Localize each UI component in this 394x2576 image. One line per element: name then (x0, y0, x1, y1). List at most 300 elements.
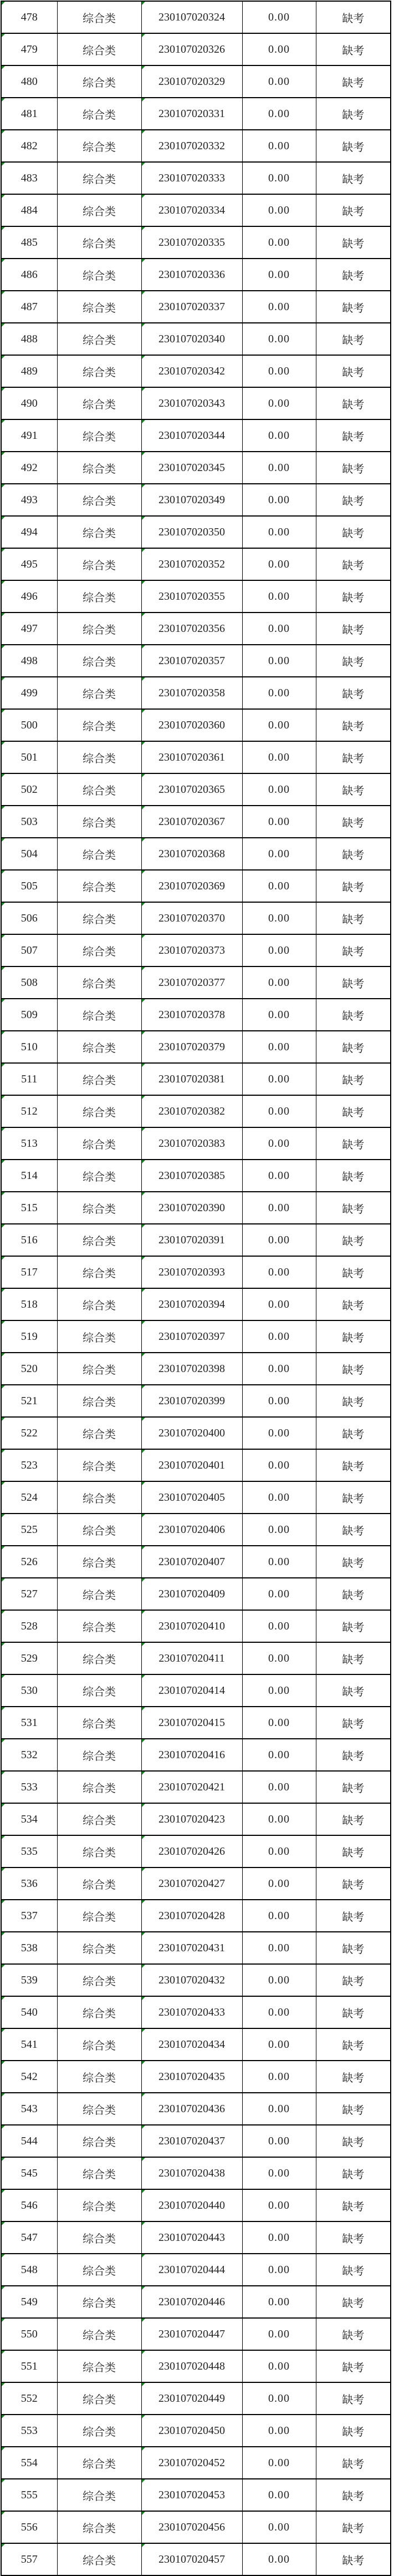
cell-category[interactable] (57, 1481, 141, 1514)
cell-exam-id[interactable] (141, 966, 242, 999)
cell-status[interactable] (316, 548, 391, 580)
cell-score[interactable] (242, 1642, 316, 1674)
cell-exam-id[interactable] (141, 1256, 242, 1288)
cell-category[interactable] (57, 2189, 141, 2221)
cell-exam-id[interactable] (141, 452, 242, 484)
cell-row-number[interactable] (1, 1481, 57, 1514)
cell-status[interactable] (316, 1256, 391, 1288)
cell-score[interactable] (242, 1771, 316, 1803)
cell-row-number[interactable] (1, 1127, 57, 1160)
cell-row-number[interactable] (1, 1192, 57, 1224)
cell-score[interactable] (242, 226, 316, 259)
cell-category[interactable] (57, 130, 141, 162)
cell-score[interactable] (242, 1192, 316, 1224)
cell-row-number[interactable] (1, 709, 57, 741)
cell-category[interactable] (57, 2221, 141, 2254)
cell-score[interactable] (242, 1160, 316, 1192)
cell-status[interactable] (316, 1707, 391, 1739)
cell-exam-id[interactable] (141, 130, 242, 162)
cell-row-number[interactable] (1, 1835, 57, 1868)
cell-exam-id[interactable] (141, 1610, 242, 1642)
cell-status[interactable] (316, 1835, 391, 1868)
cell-exam-id[interactable] (141, 1739, 242, 1771)
cell-category[interactable] (57, 709, 141, 741)
cell-category[interactable] (57, 1063, 141, 1095)
cell-status[interactable] (316, 355, 391, 387)
cell-score[interactable] (242, 2189, 316, 2221)
cell-status[interactable] (316, 130, 391, 162)
cell-row-number[interactable] (1, 548, 57, 580)
cell-score[interactable] (242, 1546, 316, 1578)
cell-score[interactable] (242, 98, 316, 130)
cell-score[interactable] (242, 548, 316, 580)
cell-row-number[interactable] (1, 1578, 57, 1610)
cell-status[interactable] (316, 484, 391, 516)
cell-score[interactable] (242, 1063, 316, 1095)
cell-score[interactable] (242, 1417, 316, 1449)
cell-status[interactable] (316, 1288, 391, 1320)
cell-category[interactable] (57, 65, 141, 98)
cell-exam-id[interactable] (141, 2479, 242, 2511)
cell-exam-id[interactable] (141, 1417, 242, 1449)
cell-exam-id[interactable] (141, 2028, 242, 2061)
cell-row-number[interactable] (1, 1932, 57, 1964)
cell-category[interactable] (57, 677, 141, 709)
cell-score[interactable] (242, 355, 316, 387)
cell-category[interactable] (57, 1932, 141, 1964)
cell-score[interactable] (242, 419, 316, 452)
cell-row-number[interactable] (1, 2447, 57, 2479)
cell-exam-id[interactable] (141, 580, 242, 613)
cell-category[interactable] (57, 355, 141, 387)
cell-status[interactable] (316, 226, 391, 259)
cell-row-number[interactable] (1, 1095, 57, 1127)
cell-status[interactable] (316, 2479, 391, 2511)
cell-exam-id[interactable] (141, 870, 242, 902)
cell-score[interactable] (242, 259, 316, 291)
cell-score[interactable] (242, 999, 316, 1031)
cell-category[interactable] (57, 1, 141, 33)
cell-exam-id[interactable] (141, 2511, 242, 2543)
cell-row-number[interactable] (1, 2318, 57, 2350)
cell-exam-id[interactable] (141, 677, 242, 709)
cell-exam-id[interactable] (141, 1127, 242, 1160)
cell-exam-id[interactable] (141, 1192, 242, 1224)
cell-category[interactable] (57, 870, 141, 902)
cell-score[interactable] (242, 773, 316, 806)
cell-exam-id[interactable] (141, 516, 242, 548)
cell-category[interactable] (57, 1868, 141, 1900)
cell-exam-id[interactable] (141, 1095, 242, 1127)
cell-status[interactable] (316, 1353, 391, 1385)
cell-category[interactable] (57, 452, 141, 484)
cell-exam-id[interactable] (141, 2061, 242, 2093)
cell-row-number[interactable] (1, 162, 57, 194)
cell-category[interactable] (57, 1095, 141, 1127)
cell-status[interactable] (316, 1803, 391, 1835)
cell-category[interactable] (57, 999, 141, 1031)
cell-row-number[interactable] (1, 999, 57, 1031)
cell-status[interactable] (316, 999, 391, 1031)
cell-row-number[interactable] (1, 2028, 57, 2061)
cell-score[interactable] (242, 1127, 316, 1160)
cell-row-number[interactable] (1, 2157, 57, 2189)
cell-score[interactable] (242, 130, 316, 162)
cell-exam-id[interactable] (141, 1546, 242, 1578)
cell-exam-id[interactable] (141, 2093, 242, 2125)
cell-status[interactable] (316, 1578, 391, 1610)
cell-row-number[interactable] (1, 387, 57, 419)
cell-category[interactable] (57, 1707, 141, 1739)
cell-status[interactable] (316, 1996, 391, 2028)
cell-status[interactable] (316, 902, 391, 934)
cell-exam-id[interactable] (141, 323, 242, 355)
cell-exam-id[interactable] (141, 2543, 242, 2575)
cell-score[interactable] (242, 806, 316, 838)
cell-row-number[interactable] (1, 1610, 57, 1642)
cell-category[interactable] (57, 1514, 141, 1546)
cell-score[interactable] (242, 2157, 316, 2189)
cell-status[interactable] (316, 838, 391, 870)
cell-status[interactable] (316, 2318, 391, 2350)
cell-status[interactable] (316, 2254, 391, 2286)
cell-status[interactable] (316, 1095, 391, 1127)
cell-category[interactable] (57, 2157, 141, 2189)
cell-exam-id[interactable] (141, 419, 242, 452)
cell-status[interactable] (316, 419, 391, 452)
cell-score[interactable] (242, 194, 316, 226)
cell-score[interactable] (242, 1, 316, 33)
cell-row-number[interactable] (1, 934, 57, 966)
cell-status[interactable] (316, 870, 391, 902)
cell-status[interactable] (316, 773, 391, 806)
cell-category[interactable] (57, 741, 141, 773)
cell-category[interactable] (57, 1256, 141, 1288)
cell-row-number[interactable] (1, 613, 57, 645)
cell-exam-id[interactable] (141, 1063, 242, 1095)
cell-category[interactable] (57, 2350, 141, 2382)
cell-exam-id[interactable] (141, 1, 242, 33)
cell-exam-id[interactable] (141, 806, 242, 838)
cell-exam-id[interactable] (141, 259, 242, 291)
cell-row-number[interactable] (1, 2415, 57, 2447)
cell-score[interactable] (242, 1385, 316, 1417)
cell-status[interactable] (316, 1610, 391, 1642)
cell-score[interactable] (242, 291, 316, 323)
cell-score[interactable] (242, 33, 316, 65)
cell-category[interactable] (57, 1160, 141, 1192)
cell-status[interactable] (316, 194, 391, 226)
cell-status[interactable] (316, 1674, 391, 1707)
cell-category[interactable] (57, 645, 141, 677)
cell-exam-id[interactable] (141, 2125, 242, 2157)
cell-exam-id[interactable] (141, 1771, 242, 1803)
cell-status[interactable] (316, 2415, 391, 2447)
cell-row-number[interactable] (1, 323, 57, 355)
cell-row-number[interactable] (1, 1900, 57, 1932)
cell-score[interactable] (242, 162, 316, 194)
cell-category[interactable] (57, 1964, 141, 1996)
cell-status[interactable] (316, 613, 391, 645)
cell-row-number[interactable] (1, 2286, 57, 2318)
cell-category[interactable] (57, 1288, 141, 1320)
cell-status[interactable] (316, 2350, 391, 2382)
cell-status[interactable] (316, 1900, 391, 1932)
cell-category[interactable] (57, 1385, 141, 1417)
cell-status[interactable] (316, 1224, 391, 1256)
cell-row-number[interactable] (1, 1674, 57, 1707)
cell-score[interactable] (242, 2318, 316, 2350)
cell-score[interactable] (242, 677, 316, 709)
cell-exam-id[interactable] (141, 2318, 242, 2350)
cell-row-number[interactable] (1, 98, 57, 130)
cell-category[interactable] (57, 1320, 141, 1353)
cell-status[interactable] (316, 2157, 391, 2189)
cell-category[interactable] (57, 516, 141, 548)
cell-status[interactable] (316, 2189, 391, 2221)
cell-row-number[interactable] (1, 2093, 57, 2125)
cell-exam-id[interactable] (141, 355, 242, 387)
cell-exam-id[interactable] (141, 2221, 242, 2254)
cell-score[interactable] (242, 2061, 316, 2093)
cell-status[interactable] (316, 1642, 391, 1674)
cell-category[interactable] (57, 2447, 141, 2479)
cell-row-number[interactable] (1, 130, 57, 162)
cell-row-number[interactable] (1, 580, 57, 613)
cell-category[interactable] (57, 2061, 141, 2093)
cell-status[interactable] (316, 2093, 391, 2125)
cell-row-number[interactable] (1, 1256, 57, 1288)
cell-row-number[interactable] (1, 2221, 57, 2254)
cell-category[interactable] (57, 548, 141, 580)
cell-status[interactable] (316, 2382, 391, 2415)
cell-exam-id[interactable] (141, 194, 242, 226)
cell-category[interactable] (57, 806, 141, 838)
cell-row-number[interactable] (1, 1964, 57, 1996)
cell-score[interactable] (242, 1449, 316, 1481)
cell-score[interactable] (242, 2543, 316, 2575)
cell-status[interactable] (316, 1031, 391, 1063)
cell-score[interactable] (242, 1996, 316, 2028)
cell-category[interactable] (57, 1127, 141, 1160)
cell-category[interactable] (57, 2028, 141, 2061)
cell-status[interactable] (316, 1320, 391, 1353)
cell-status[interactable] (316, 1, 391, 33)
cell-row-number[interactable] (1, 2350, 57, 2382)
cell-exam-id[interactable] (141, 1835, 242, 1868)
cell-status[interactable] (316, 1449, 391, 1481)
cell-status[interactable] (316, 645, 391, 677)
cell-row-number[interactable] (1, 966, 57, 999)
cell-exam-id[interactable] (141, 838, 242, 870)
cell-category[interactable] (57, 902, 141, 934)
cell-exam-id[interactable] (141, 2189, 242, 2221)
cell-category[interactable] (57, 1835, 141, 1868)
cell-row-number[interactable] (1, 1707, 57, 1739)
cell-category[interactable] (57, 2318, 141, 2350)
cell-row-number[interactable] (1, 1, 57, 33)
cell-score[interactable] (242, 580, 316, 613)
cell-category[interactable] (57, 2382, 141, 2415)
cell-row-number[interactable] (1, 2511, 57, 2543)
cell-row-number[interactable] (1, 1417, 57, 1449)
cell-row-number[interactable] (1, 516, 57, 548)
cell-status[interactable] (316, 934, 391, 966)
cell-score[interactable] (242, 709, 316, 741)
cell-exam-id[interactable] (141, 709, 242, 741)
cell-exam-id[interactable] (141, 934, 242, 966)
cell-category[interactable] (57, 2543, 141, 2575)
cell-exam-id[interactable] (141, 1481, 242, 1514)
cell-category[interactable] (57, 484, 141, 516)
cell-row-number[interactable] (1, 1353, 57, 1385)
cell-row-number[interactable] (1, 452, 57, 484)
cell-score[interactable] (242, 2415, 316, 2447)
cell-exam-id[interactable] (141, 1642, 242, 1674)
cell-score[interactable] (242, 1288, 316, 1320)
cell-row-number[interactable] (1, 2254, 57, 2286)
cell-status[interactable] (316, 2061, 391, 2093)
cell-status[interactable] (316, 291, 391, 323)
cell-status[interactable] (316, 1127, 391, 1160)
cell-category[interactable] (57, 2125, 141, 2157)
cell-score[interactable] (242, 1481, 316, 1514)
cell-row-number[interactable] (1, 2125, 57, 2157)
cell-exam-id[interactable] (141, 1031, 242, 1063)
cell-row-number[interactable] (1, 1771, 57, 1803)
cell-row-number[interactable] (1, 355, 57, 387)
cell-exam-id[interactable] (141, 2415, 242, 2447)
cell-status[interactable] (316, 1771, 391, 1803)
cell-exam-id[interactable] (141, 2286, 242, 2318)
cell-status[interactable] (316, 1417, 391, 1449)
cell-status[interactable] (316, 966, 391, 999)
cell-exam-id[interactable] (141, 2350, 242, 2382)
cell-category[interactable] (57, 613, 141, 645)
cell-exam-id[interactable] (141, 1320, 242, 1353)
cell-score[interactable] (242, 934, 316, 966)
cell-category[interactable] (57, 1900, 141, 1932)
cell-status[interactable] (316, 323, 391, 355)
cell-status[interactable] (316, 1160, 391, 1192)
cell-row-number[interactable] (1, 677, 57, 709)
cell-row-number[interactable] (1, 1546, 57, 1578)
cell-row-number[interactable] (1, 419, 57, 452)
cell-row-number[interactable] (1, 773, 57, 806)
cell-exam-id[interactable] (141, 1224, 242, 1256)
cell-row-number[interactable] (1, 1031, 57, 1063)
cell-score[interactable] (242, 902, 316, 934)
cell-category[interactable] (57, 1578, 141, 1610)
cell-status[interactable] (316, 1868, 391, 1900)
cell-category[interactable] (57, 33, 141, 65)
cell-exam-id[interactable] (141, 1803, 242, 1835)
cell-exam-id[interactable] (141, 1707, 242, 1739)
cell-row-number[interactable] (1, 1385, 57, 1417)
cell-exam-id[interactable] (141, 1996, 242, 2028)
cell-status[interactable] (316, 2543, 391, 2575)
cell-category[interactable] (57, 1739, 141, 1771)
cell-category[interactable] (57, 2479, 141, 2511)
cell-score[interactable] (242, 2028, 316, 2061)
cell-score[interactable] (242, 1256, 316, 1288)
cell-exam-id[interactable] (141, 773, 242, 806)
cell-score[interactable] (242, 1224, 316, 1256)
cell-category[interactable] (57, 1610, 141, 1642)
cell-status[interactable] (316, 33, 391, 65)
cell-score[interactable] (242, 452, 316, 484)
cell-score[interactable] (242, 966, 316, 999)
cell-category[interactable] (57, 966, 141, 999)
cell-exam-id[interactable] (141, 65, 242, 98)
cell-score[interactable] (242, 387, 316, 419)
cell-row-number[interactable] (1, 838, 57, 870)
cell-category[interactable] (57, 773, 141, 806)
cell-exam-id[interactable] (141, 387, 242, 419)
cell-status[interactable] (316, 259, 391, 291)
cell-category[interactable] (57, 2286, 141, 2318)
cell-row-number[interactable] (1, 1288, 57, 1320)
cell-category[interactable] (57, 2254, 141, 2286)
cell-status[interactable] (316, 2221, 391, 2254)
cell-row-number[interactable] (1, 1739, 57, 1771)
cell-category[interactable] (57, 1642, 141, 1674)
cell-category[interactable] (57, 323, 141, 355)
cell-score[interactable] (242, 1578, 316, 1610)
cell-exam-id[interactable] (141, 1288, 242, 1320)
cell-exam-id[interactable] (141, 741, 242, 773)
cell-exam-id[interactable] (141, 2157, 242, 2189)
cell-row-number[interactable] (1, 2189, 57, 2221)
cell-exam-id[interactable] (141, 484, 242, 516)
cell-category[interactable] (57, 162, 141, 194)
cell-status[interactable] (316, 2447, 391, 2479)
cell-status[interactable] (316, 1964, 391, 1996)
cell-category[interactable] (57, 259, 141, 291)
cell-exam-id[interactable] (141, 1868, 242, 1900)
cell-row-number[interactable] (1, 1063, 57, 1095)
cell-status[interactable] (316, 452, 391, 484)
cell-score[interactable] (242, 838, 316, 870)
cell-exam-id[interactable] (141, 226, 242, 259)
cell-score[interactable] (242, 1964, 316, 1996)
cell-score[interactable] (242, 1803, 316, 1835)
cell-row-number[interactable] (1, 1160, 57, 1192)
cell-status[interactable] (316, 2028, 391, 2061)
cell-row-number[interactable] (1, 33, 57, 65)
cell-exam-id[interactable] (141, 1353, 242, 1385)
cell-exam-id[interactable] (141, 999, 242, 1031)
cell-row-number[interactable] (1, 2479, 57, 2511)
cell-row-number[interactable] (1, 902, 57, 934)
cell-row-number[interactable] (1, 645, 57, 677)
cell-score[interactable] (242, 1674, 316, 1707)
cell-category[interactable] (57, 387, 141, 419)
cell-row-number[interactable] (1, 1514, 57, 1546)
cell-exam-id[interactable] (141, 33, 242, 65)
cell-score[interactable] (242, 2350, 316, 2382)
cell-score[interactable] (242, 2221, 316, 2254)
cell-category[interactable] (57, 226, 141, 259)
cell-category[interactable] (57, 194, 141, 226)
cell-status[interactable] (316, 387, 391, 419)
cell-status[interactable] (316, 580, 391, 613)
cell-score[interactable] (242, 1707, 316, 1739)
cell-row-number[interactable] (1, 2543, 57, 2575)
cell-status[interactable] (316, 65, 391, 98)
cell-status[interactable] (316, 709, 391, 741)
cell-category[interactable] (57, 580, 141, 613)
